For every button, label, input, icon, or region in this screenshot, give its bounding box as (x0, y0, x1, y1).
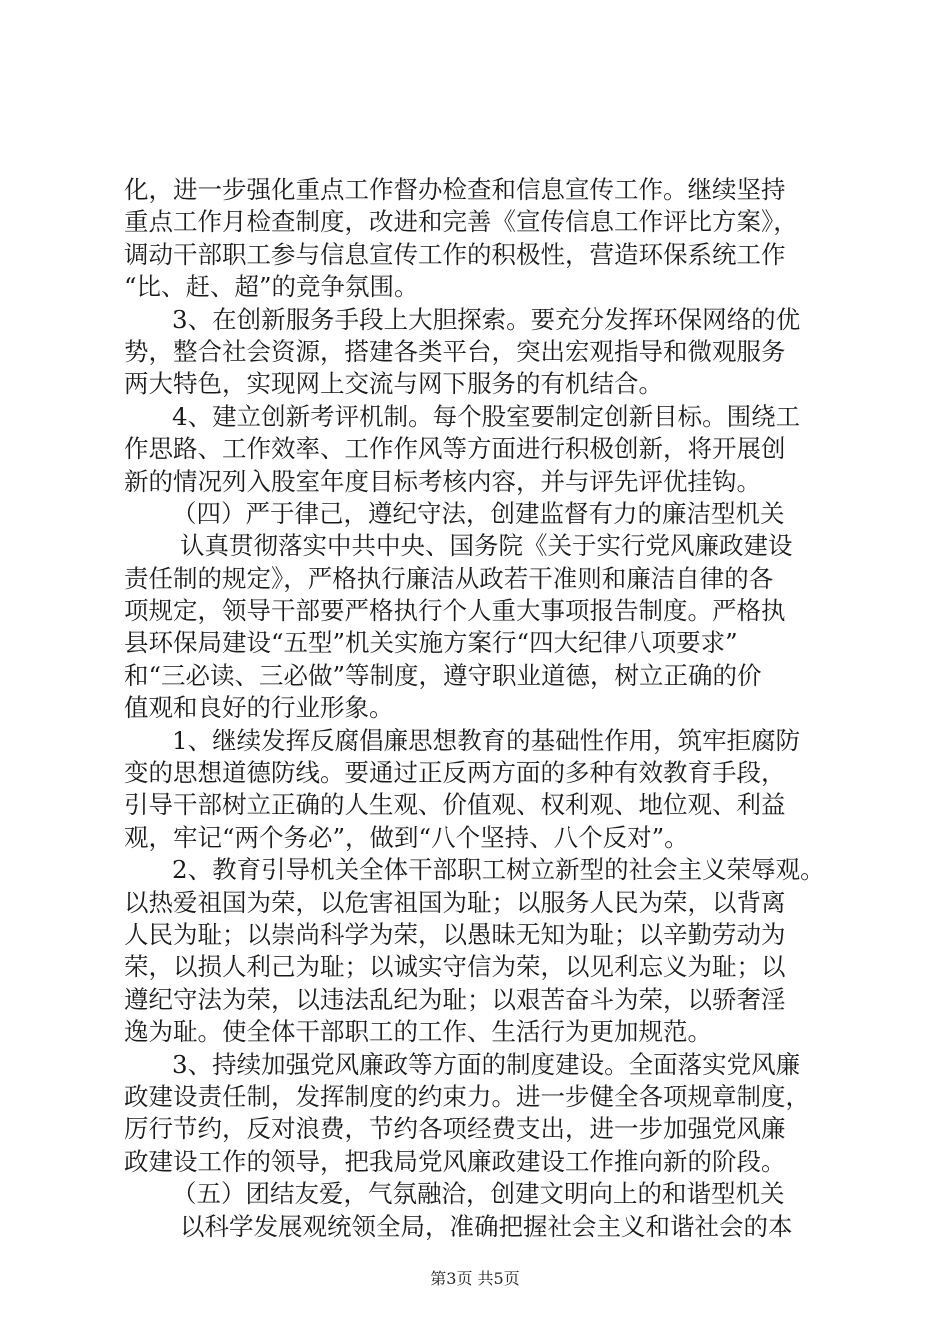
text-line: 调动干部职工参与信息宣传工作的积极性，营造环保系统工作 (124, 239, 786, 269)
text-line: “比、赶、超”的竞争氛围。 (124, 272, 419, 302)
text-line: 势，整合社会资源，搭建各类平台，突出宏观指导和微观服务 (124, 336, 786, 366)
paragraph-start-line: 3、在创新服务手段上大胆探索。要充分发挥环保网络的优 (172, 304, 801, 334)
paragraph-start-line: 1、继续发挥反腐倡廉思想教育的基础性作用，筑牢拒腐防 (172, 725, 801, 755)
paragraph-start-line: 以科学发展观统领全局，准确把握社会主义和谐社会的本 (180, 1211, 793, 1241)
paragraph-start-line: 4、建立创新考评机制。每个股室要制定创新目标。围绕工 (172, 401, 801, 431)
text-line: 值观和良好的行业形象。 (124, 693, 394, 723)
section-heading: （五）团结友爱，气氛融洽，创建文明向上的和谐型机关 (172, 1179, 785, 1209)
text-line: 重点工作月检查制度，改进和完善《宣传信息工作评比方案》， (124, 207, 798, 237)
paragraph-start-line: 3、持续加强党风廉政等方面的制度建设。全面落实党风廉 (172, 1049, 801, 1079)
text-line: 引导干部树立正确的人生观、价值观、权利观、地位观、利益 (124, 790, 786, 820)
text-line: 厉行节约，反对浪费，节约各项经费支出，进一步加强党风廉 (124, 1114, 786, 1144)
text-line: 政建设责任制，发挥制度的约束力。进一步健全各项规章制度， (124, 1081, 810, 1111)
text-line: 项规定，领导干部要严格执行个人重大事项报告制度。严格执 (124, 596, 786, 626)
page-number-footer: 第3页 共5页 (430, 1269, 520, 1288)
text-line: 变的思想道德防线。要通过正反两方面的多种有效教育手段， (124, 758, 786, 788)
paragraph-start-line: 认真贯彻落实中共中央、国务院《关于实行党风廉政建设 (180, 531, 793, 561)
text-line: 观，牢记“两个务必”，做到“八个坚持、八个反对”。 (124, 822, 689, 852)
text-line: 作思路、工作效率、工作作风等方面进行积极创新，将开展创 (124, 434, 786, 464)
paragraph-start-line: 2、教育引导机关全体干部职工树立新型的社会主义荣辱观。 (172, 855, 825, 885)
text-line: 荣，以损人利己为耻；以诚实守信为荣，以见利忘义为耻；以 (124, 952, 786, 982)
text-line: 县环保局建设“五型”机关实施方案行“四大纪律八项要求” (124, 628, 738, 658)
text-line: 逸为耻。使全体干部职工的工作、生活行为更加规范。 (124, 1017, 712, 1047)
text-line: 以热爱祖国为荣，以危害祖国为耻；以服务人民为荣，以背离 (124, 887, 786, 917)
document-body (124, 174, 836, 1243)
text-line: 人民为耻；以崇尚科学为荣，以愚昧无知为耻；以辛勤劳动为 (124, 919, 786, 949)
section-heading: （四）严于律己，遵纪守法，创建监督有力的廉洁型机关 (172, 498, 785, 528)
text-line: 责任制的规定》，严格执行廉洁从政若干准则和廉洁自律的各 (124, 563, 774, 593)
text-line: 新的情况列入股室年度目标考核内容，并与评先评优挂钩。 (124, 466, 761, 496)
text-line: 遵纪守法为荣，以违法乱纪为耻；以艰苦奋斗为荣，以骄奢淫 (124, 984, 786, 1014)
text-line: 政建设工作的领导，把我局党风廉政建设工作推向新的阶段。 (124, 1146, 786, 1176)
text-line: 两大特色，实现网上交流与网下服务的有机结合。 (124, 369, 663, 399)
text-line: 和“三必读、三必做”等制度，遵守职业道德，树立正确的价 (124, 660, 762, 690)
text-line: 化，进一步强化重点工作督办检查和信息宣传工作。继续坚持 (124, 175, 786, 204)
